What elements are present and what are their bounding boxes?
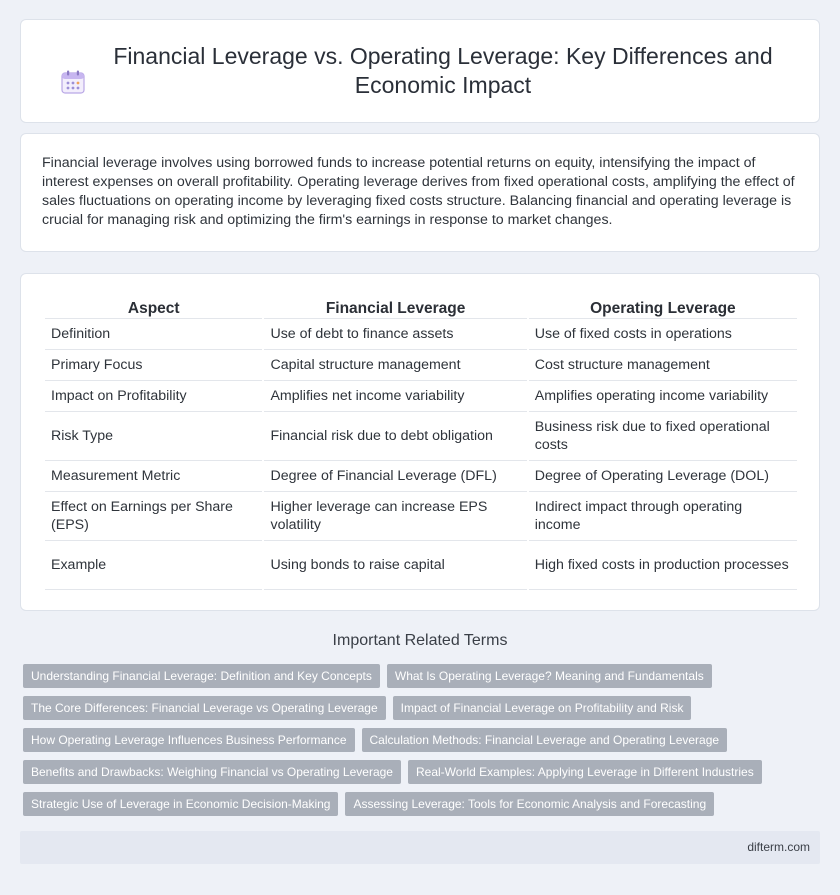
tag-row (23, 792, 823, 816)
tag-row (23, 664, 823, 688)
table-cell: Amplifies net income variability (264, 381, 526, 412)
related-term-link[interactable]: Understanding Financial Leverage: Definition and Key Concepts (23, 664, 380, 688)
table-row (45, 350, 797, 381)
related-terms-title: Important Related Terms (332, 632, 508, 649)
related-term-link[interactable]: The Core Differences: Financial Leverage vs Operating Leverage (23, 696, 386, 720)
table-cell: Business risk due to fixed operational costs (529, 412, 797, 461)
table-cell: High fixed costs in production processes (529, 541, 797, 590)
tag-row (23, 760, 823, 784)
table-cell: Capital structure management (264, 350, 526, 381)
table-row (45, 461, 797, 492)
table-row (45, 381, 797, 412)
header-inner (60, 42, 780, 100)
related-term-link[interactable]: Strategic Use of Leverage in Economic Decision-Making (23, 792, 338, 816)
table-row (45, 541, 797, 590)
related-term-link[interactable]: Impact of Financial Leverage on Profitability and Risk (393, 696, 692, 720)
table-cell: Measurement Metric (45, 461, 262, 492)
footer (20, 831, 820, 864)
related-term-link[interactable]: Calculation Methods: Financial Leverage and Operating Leverage (362, 728, 728, 752)
intro-card (20, 133, 820, 252)
table-row (45, 319, 797, 350)
table-cell: Using bonds to raise capital (264, 541, 526, 590)
header-operating-leverage: Operating Leverage (529, 292, 797, 319)
related-term-link[interactable]: Benefits and Drawbacks: Weighing Financial vs Operating Leverage (23, 760, 401, 784)
header-aspect: Aspect (45, 292, 262, 319)
table-cell: Degree of Financial Leverage (DFL) (264, 461, 526, 492)
related-term-link[interactable]: What Is Operating Leverage? Meaning and Fundamentals (387, 664, 712, 688)
table-cell: Degree of Operating Leverage (DOL) (529, 461, 797, 492)
table-cell: Use of debt to finance assets (264, 319, 526, 350)
table-cell: Indirect impact through operating income (529, 492, 797, 541)
table-cell: Primary Focus (45, 350, 262, 381)
table-cell: Impact on Profitability (45, 381, 262, 412)
table-row (45, 492, 797, 541)
table-cell: Effect on Earnings per Share (EPS) (45, 492, 262, 541)
comparison-table-card (20, 273, 820, 611)
tag-row (23, 696, 823, 720)
related-terms-list (23, 664, 823, 824)
table-cell: Higher leverage can increase EPS volatility (264, 492, 526, 541)
table-cell: Example (45, 541, 262, 590)
tag-row (23, 728, 823, 752)
header-financial-leverage: Financial Leverage (264, 292, 526, 319)
table-cell: Amplifies operating income variability (529, 381, 797, 412)
table-cell: Risk Type (45, 412, 262, 461)
table-cell: Financial risk due to debt obligation (264, 412, 526, 461)
related-term-link[interactable]: Assessing Leverage: Tools for Economic Analysis and Forecasting (345, 792, 714, 816)
comparison-table (43, 292, 799, 590)
table-cell: Definition (45, 319, 262, 350)
header-card (20, 19, 820, 123)
related-term-link[interactable]: Real-World Examples: Applying Leverage in Different Industries (408, 760, 762, 784)
page-title: Financial Leverage vs. Operating Leverage: Key Differences and Economic Impact (113, 43, 773, 98)
table-cell: Cost structure management (529, 350, 797, 381)
related-term-link[interactable]: How Operating Leverage Influences Business Performance (23, 728, 355, 752)
table-header-row (45, 292, 797, 319)
table-cell: Use of fixed costs in operations (529, 319, 797, 350)
table-row (45, 412, 797, 461)
intro-paragraph: Financial leverage involves using borrowed funds to increase potential returns on equity, intensifying the impact of interest expenses on overall profitability. Operating leverage derives from fixed operational costs, amplifying the effect of sales fluctuations on operating income by leveraging fixed costs structure. Balancing financial and operating leverage is crucial for managing risk and optimizing the firm's earnings in response to market changes. (42, 155, 795, 228)
footer-site-name[interactable]: difterm.com (747, 840, 810, 854)
calendar-icon (60, 69, 86, 95)
